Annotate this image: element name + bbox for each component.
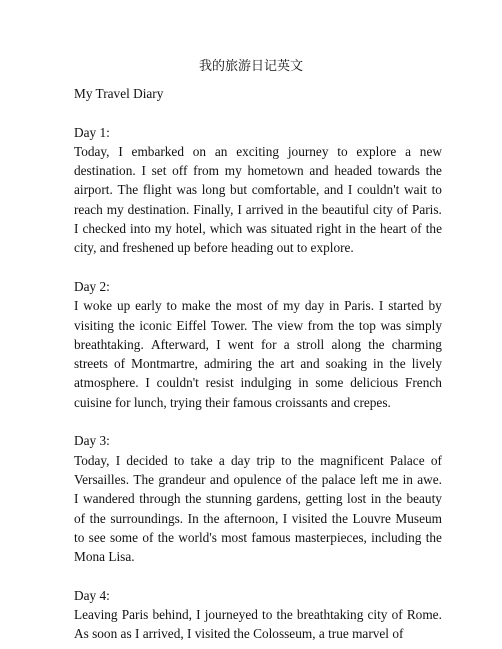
word: getting (305, 491, 343, 507)
word: decided (126, 452, 168, 468)
word: the (276, 607, 293, 623)
word: reach (74, 201, 103, 217)
word: lost (347, 491, 367, 507)
word: lively (411, 356, 442, 372)
word: by (428, 298, 442, 314)
word: to (337, 143, 348, 159)
entry-line (74, 219, 442, 238)
word: masterpieces, (294, 529, 367, 545)
word: through (139, 491, 181, 507)
word: and (300, 356, 320, 372)
word: French (404, 375, 442, 391)
word: surroundings. (110, 510, 184, 526)
word: simply (405, 317, 442, 333)
word: the (185, 491, 202, 507)
word: the (89, 510, 106, 526)
entry-line (74, 373, 442, 392)
entry-line (74, 161, 442, 180)
word: breathtaking. (74, 336, 144, 352)
word: the (425, 163, 442, 179)
word: the (258, 356, 275, 372)
entry-line (74, 528, 442, 547)
word: couldn't (357, 182, 400, 198)
word: Montmartre, (131, 356, 198, 372)
word: the (331, 510, 348, 526)
word: of (410, 221, 422, 237)
word: some (109, 529, 139, 545)
word: indulging (240, 375, 292, 391)
entry-line (74, 142, 442, 161)
word: city (367, 607, 388, 623)
word: famous (251, 529, 291, 545)
word: iconic (139, 317, 172, 333)
word: make (181, 298, 211, 314)
word: The (133, 471, 155, 487)
entry-day-label: Day 1: (74, 124, 110, 140)
entry-line (74, 296, 442, 315)
word: I (118, 143, 123, 159)
word: airport. (74, 182, 113, 198)
word: I (237, 201, 242, 217)
word: visited (291, 510, 328, 526)
word: a (218, 452, 225, 468)
word: city (373, 201, 393, 217)
word: a (283, 336, 290, 352)
diary-entry-day-2 (74, 277, 442, 412)
word: stroll (296, 336, 325, 352)
word: the (359, 221, 377, 237)
word: most (221, 529, 248, 545)
word: the (118, 317, 135, 333)
word: Louvre (352, 510, 391, 526)
word: day (304, 298, 325, 314)
word: a (405, 143, 411, 159)
document-title: 我的旅游日记英文 (198, 59, 303, 74)
word: and (209, 471, 230, 487)
entry-line (74, 605, 442, 624)
word: of (285, 471, 297, 487)
entry-line (74, 180, 442, 199)
word: my (154, 221, 172, 237)
word: of (267, 298, 279, 314)
word: Afterward, (151, 336, 209, 352)
word: the (338, 317, 355, 333)
word: behind, (152, 607, 192, 623)
word: journeyed (204, 607, 258, 623)
word: along (331, 336, 362, 352)
word: to (431, 182, 442, 198)
diary-entry-day-4 (74, 586, 442, 644)
word: my (283, 298, 301, 314)
word: of (74, 510, 86, 526)
word: right (316, 221, 342, 237)
word: admiring (204, 356, 253, 372)
word: gardens, (256, 491, 301, 507)
word: from (307, 317, 334, 333)
word: to (74, 529, 85, 545)
word: breathtaking (296, 607, 364, 623)
word: flight (142, 182, 172, 198)
word: Finally, (193, 201, 234, 217)
word: the (425, 529, 442, 545)
entry-line (74, 354, 442, 373)
word: on (192, 143, 207, 159)
word: the (157, 529, 174, 545)
word: Today, (74, 452, 110, 468)
word: of (114, 356, 126, 372)
diary-entry-day-3 (74, 431, 442, 566)
word: the (215, 298, 232, 314)
word: view (277, 317, 304, 333)
word: was (246, 221, 267, 237)
word: afternoon, (224, 510, 279, 526)
word: in (402, 471, 413, 487)
word: take (190, 452, 213, 468)
word: most (236, 298, 263, 314)
word: atmosphere. (74, 375, 139, 391)
word: of (391, 607, 403, 623)
word: to (262, 607, 273, 623)
entry-line (74, 489, 442, 508)
word: exciting (236, 143, 280, 159)
word: set (151, 163, 167, 179)
word: Paris. (411, 201, 442, 217)
word: my (224, 163, 242, 179)
entry-line (74, 509, 442, 528)
word: went (227, 336, 254, 352)
word: long (201, 182, 226, 198)
word: in (370, 491, 382, 507)
word: The (117, 182, 139, 198)
word: the (389, 356, 406, 372)
word: the (297, 452, 314, 468)
word: see (88, 529, 106, 545)
word: Eiffel (176, 317, 207, 333)
word: early (135, 298, 162, 314)
word: delicious (350, 375, 399, 391)
word: arrived (245, 201, 284, 217)
word: checked (82, 221, 127, 237)
word: which (209, 221, 243, 237)
word: in (373, 356, 384, 372)
word: trip (256, 452, 275, 468)
word: destination. (127, 201, 190, 217)
word: I (196, 607, 201, 623)
word: beautiful (321, 201, 370, 217)
word: in (345, 221, 356, 237)
entry-day-label: Day 2: (74, 278, 110, 294)
word: of (396, 201, 408, 217)
word: and (323, 182, 344, 198)
word: stunning (205, 491, 252, 507)
word: magnificent (320, 452, 384, 468)
word: The (251, 317, 273, 333)
word: an (214, 143, 228, 159)
word: started (388, 298, 424, 314)
word: but (230, 182, 248, 198)
word: including (371, 529, 422, 545)
word: of (430, 452, 442, 468)
word: day (231, 452, 251, 468)
word: soaking (325, 356, 367, 372)
word: I (378, 298, 384, 314)
word: awe. (417, 471, 442, 487)
word: heart (380, 221, 407, 237)
word: streets (74, 356, 108, 372)
word: for (261, 336, 277, 352)
entry-day-label: Day 3: (74, 433, 110, 449)
word: hometown (247, 163, 304, 179)
word: I (347, 182, 353, 198)
word: the (301, 471, 318, 487)
word: into (130, 221, 151, 237)
word: Leaving (74, 607, 118, 623)
word: from (193, 163, 220, 179)
word: of (142, 529, 154, 545)
word: Museum (395, 510, 442, 526)
diary-entry-day-1 (74, 123, 442, 258)
entry-line (74, 316, 442, 335)
document-body (74, 84, 442, 644)
word: was (176, 182, 198, 198)
word: I (282, 510, 288, 526)
diary-heading: My Travel Diary (74, 86, 164, 101)
word: Tower. (211, 317, 248, 333)
entry-line: cuisine for lunch, trying their famous croissants and crepes. (74, 394, 391, 410)
word: top (358, 317, 376, 333)
word: grandeur (158, 471, 206, 487)
word: to (281, 452, 292, 468)
entry-line: city, and freshened up before heading out to explore. (74, 240, 354, 256)
word: palace (321, 471, 356, 487)
entry-line (74, 470, 442, 489)
word: the (385, 491, 402, 507)
word: I (115, 452, 121, 468)
word: Paris (121, 607, 149, 623)
word: in (328, 298, 340, 314)
word: embarked (131, 143, 184, 159)
word: wait (403, 182, 427, 198)
entry-line: As soon as I arrived, I visited the Colosseum, a true marvel of (74, 626, 404, 642)
word: I (74, 221, 79, 237)
word: my (106, 201, 124, 217)
word: Rome. (406, 607, 442, 623)
entry-day-label: Day 4: (74, 587, 110, 603)
word: left (359, 471, 378, 487)
word: in (287, 201, 298, 217)
word: off (172, 163, 188, 179)
word: and (309, 163, 329, 179)
word: visiting (74, 317, 114, 333)
entry-line: Mona Lisa. (74, 549, 135, 565)
word: I (145, 375, 150, 391)
word: woke (83, 298, 113, 314)
word: couldn't (156, 375, 199, 391)
word: resist (205, 375, 234, 391)
word: was (380, 317, 402, 333)
word: opulence (233, 471, 282, 487)
entry-line (74, 200, 442, 219)
word: I (216, 336, 221, 352)
word: the (301, 201, 318, 217)
word: Palace (389, 452, 425, 468)
word: situated (270, 221, 313, 237)
word: wandered (82, 491, 135, 507)
word: me (382, 471, 399, 487)
word: the (203, 510, 220, 526)
word: world's (178, 529, 217, 545)
word: headed (334, 163, 373, 179)
word: I (141, 163, 146, 179)
word: hotel, (175, 221, 206, 237)
word: destination. (74, 163, 136, 179)
word: charming (391, 336, 442, 352)
word: art (280, 356, 295, 372)
word: journey (287, 143, 329, 159)
word: comfortable, (251, 182, 320, 198)
word: towards (377, 163, 420, 179)
word: Paris. (344, 298, 375, 314)
word: I (74, 491, 79, 507)
word: the (368, 336, 385, 352)
word: In (187, 510, 199, 526)
word: explore (356, 143, 397, 159)
word: some (315, 375, 344, 391)
word: new (419, 143, 442, 159)
word: up (116, 298, 131, 314)
word: to (173, 452, 185, 468)
word: Today, (74, 143, 110, 159)
word: in (298, 375, 309, 391)
word: to (166, 298, 177, 314)
entry-line (74, 451, 442, 470)
word: beauty (406, 491, 442, 507)
word: I (74, 298, 79, 314)
entry-line (74, 335, 442, 354)
word: Versailles. (74, 471, 130, 487)
word: the (425, 221, 442, 237)
